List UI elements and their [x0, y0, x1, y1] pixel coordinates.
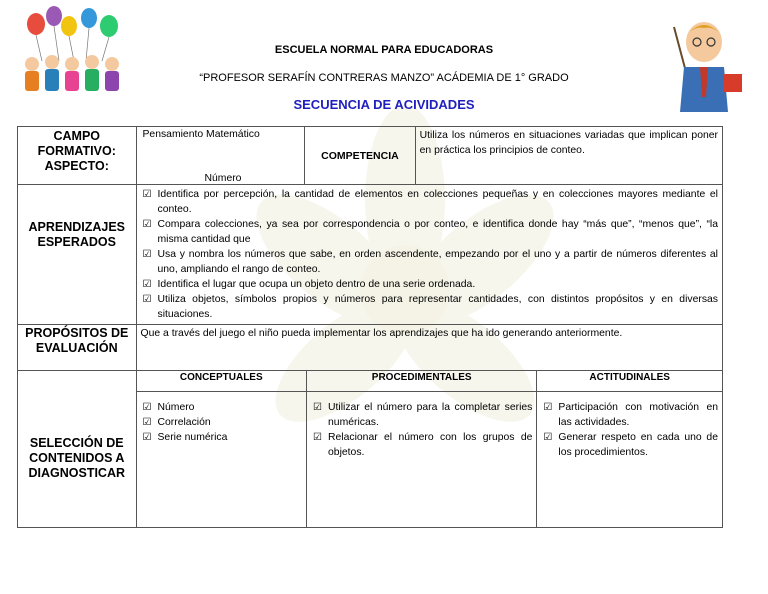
conceptuales-header: CONCEPTUALES: [137, 371, 307, 391]
list-item: ☑ Utilizar el número para la completar series numéricas.: [313, 401, 533, 428]
list-item: ☑ Participación con motivación en las actividades.: [543, 401, 718, 428]
check-hand-icon: ☑: [142, 431, 152, 443]
campo-value-cell: [136, 127, 305, 185]
aprendizajes-row: [18, 185, 723, 325]
check-hand-icon: ☑: [543, 431, 553, 443]
check-hand-icon: ☑: [543, 401, 553, 413]
list-item: ☑ Generar respeto en cada uno de los procedimientos.: [543, 431, 718, 458]
aspecto-value: Número: [204, 173, 242, 184]
check-hand-icon: ☑: [142, 249, 152, 260]
aprendizajes-label: APRENDIZAJES ESPERADOS: [18, 185, 137, 325]
check-hand-icon: ☑: [142, 294, 152, 305]
check-hand-icon: ☑: [142, 416, 152, 428]
check-hand-icon: ☑: [313, 431, 322, 443]
check-hand-icon: ☑: [142, 279, 152, 290]
list-item: ☑ Correlación: [142, 416, 211, 428]
competencia-text: Utiliza los números en situaciones variadas que implican poner en práctica los principios de conteo.: [415, 127, 722, 185]
actitudinales-cell: [537, 391, 722, 527]
list-item: ☑ Usa y nombra los números que sabe, en orden ascendente, empezando por el uno y a partir de números diferentes al uno, ampliando el rango de conteo.: [142, 249, 718, 275]
list-item: ☑ Utiliza objetos, símbolos propios y números para representar cantidades, con distintos propósitos y en diversas situaciones.: [142, 294, 718, 320]
children-with-balloons-illustration: [14, 6, 134, 106]
check-hand-icon: ☑: [142, 401, 152, 413]
aprendizajes-cell: [136, 185, 723, 325]
contenidos-row: [18, 371, 723, 528]
school-subtitle: “PROFESOR SERAFÍN CONTRERAS MANZO” ACÁDEMIA DE 1° GRADO: [199, 72, 569, 84]
propositos-text: Que a través del juego el niño pueda implementar los aprendizajes que ha ido generando anteriormente.: [136, 325, 723, 371]
list-item: ☑ Compara colecciones, ya sea por correspondencia o por conteo, e identifica donde hay “más que”, “menos que”, “la misma cantidad que: [142, 219, 718, 245]
competencia-label: COMPETENCIA: [305, 127, 415, 185]
contenidos-label: SELECCIÓN DE CONTENIDOS A DIAGNOSTICAR: [18, 371, 137, 528]
campo-value: Pensamiento Matemático: [142, 129, 260, 140]
page-title: SECUENCIA DE ACIVIDADES: [293, 97, 475, 112]
list-item: ☑ Relacionar el número con los grupos de objetos.: [313, 431, 533, 458]
actitudinales-header: ACTITUDINALES: [537, 371, 722, 391]
conceptuales-cell: [137, 391, 307, 527]
list-item: ☑ Identifica por percepción, la cantidad de elementos en colecciones pequeñas y en colecciones mayores mediante el conteo.: [142, 189, 718, 215]
procedimentales-cell: [307, 391, 537, 527]
actitudinales-list: [541, 400, 718, 460]
list-item: ☑ Número: [142, 401, 195, 413]
school-name: ESCUELA NORMAL PARA EDUCADORAS: [274, 44, 494, 56]
list-item: ☑ Identifica el lugar que ocupa un objeto dentro de una serie ordenada.: [142, 279, 476, 290]
activities-table: [17, 126, 723, 528]
list-item: ☑ Serie numérica: [142, 431, 228, 443]
propositos-label: PROPÓSITOS DE EVALUACIÓN: [18, 325, 137, 371]
propositos-row: [18, 325, 723, 371]
contenidos-subtable: [137, 371, 723, 527]
check-hand-icon: ☑: [313, 401, 322, 413]
campo-label: CAMPO FORMATIVO: ASPECTO:: [18, 127, 137, 185]
campo-row: [18, 127, 723, 185]
contenidos-cell: [136, 371, 723, 528]
procedimentales-list: [311, 400, 532, 460]
aprendizajes-list: [141, 187, 719, 322]
check-hand-icon: ☑: [142, 219, 152, 230]
procedimentales-header: PROCEDIMENTALES: [307, 371, 537, 391]
conceptuales-list: [141, 400, 303, 445]
check-hand-icon: ☑: [142, 189, 152, 200]
